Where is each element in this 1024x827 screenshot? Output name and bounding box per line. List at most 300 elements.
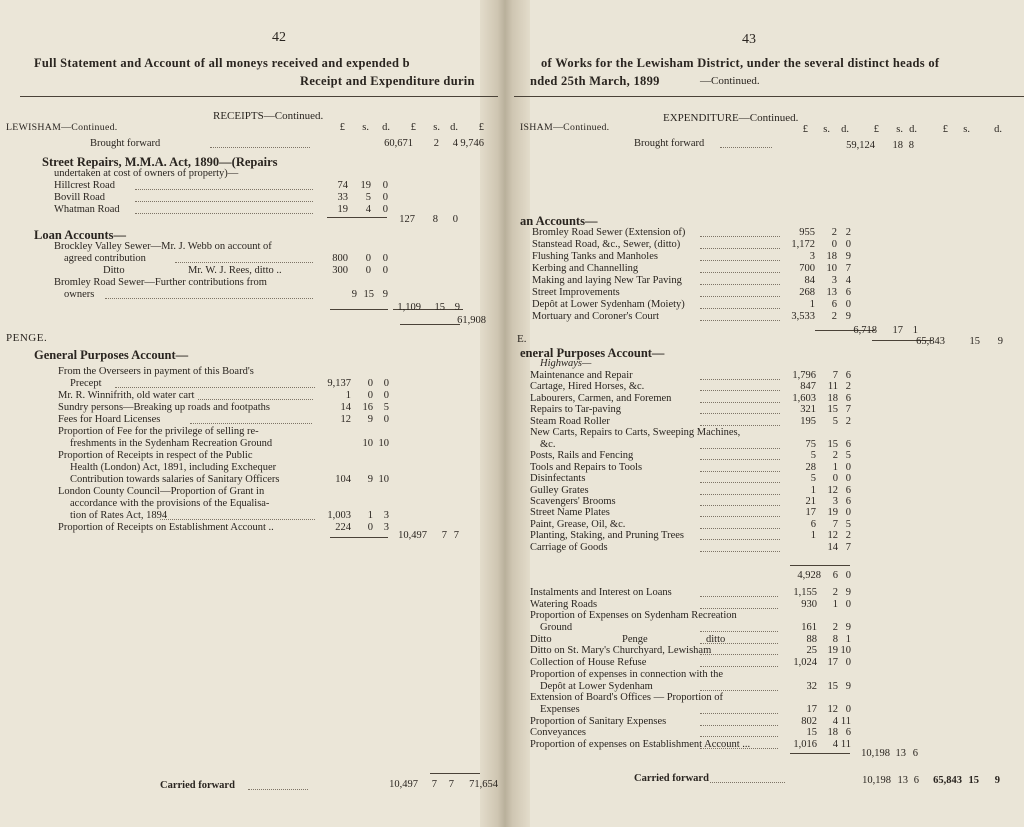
subtotal-rule [400, 324, 460, 325]
gp-receipt-line: From the Overseers in payment of this Board's [58, 366, 254, 377]
loan-expense-row: Making and laying New Tar Paving [532, 275, 682, 286]
leader-dots [700, 690, 778, 691]
title-continued: —Continued. [700, 75, 760, 87]
brought-forward-left-pounds: 60,671 [384, 138, 413, 149]
gp-expense-row-pence: 6 [845, 727, 851, 739]
leader-dots [210, 147, 310, 148]
loan-total-left-shillings: 15 [434, 302, 445, 313]
loan-expense-row: Stanstead Road, &c., Sewer, (ditto) [532, 239, 681, 250]
street-repair-row-pounds: 74 [337, 180, 348, 191]
leader-dots [720, 147, 772, 148]
gp-receipt-pounds: 1 [345, 390, 351, 401]
subtotal-rule [790, 565, 850, 566]
carried-forward-right-pence: 6 [913, 775, 919, 786]
grand-total-right-pounds: 65,843 [916, 336, 945, 347]
leader-dots [160, 519, 315, 520]
highways-row-pounds: 1,796 [792, 370, 816, 381]
gp-receipt-pence: 0 [383, 390, 389, 401]
leader-dots [135, 201, 313, 202]
loan-expense-row-shillings: 0 [831, 239, 837, 250]
leader-dots [700, 482, 780, 483]
grand-total-left: 61,908 [457, 315, 486, 326]
subtotal-rule [790, 753, 850, 754]
gp-receipt-pounds: 224 [335, 522, 351, 533]
district-penge-right: E. [517, 333, 527, 345]
leader-dots [700, 260, 780, 261]
gp-expense-row: Ground [540, 622, 573, 634]
highways-row-pounds: 1 [810, 484, 816, 496]
gp-receipt-pounds: 9,137 [327, 378, 351, 389]
leader-dots [700, 505, 780, 506]
gp-receipt-shillings: 0 [367, 522, 373, 533]
loan-expense-row-pounds: 84 [804, 275, 815, 286]
page-number-left: 42 [272, 30, 286, 45]
highways-subtotal-pounds: 4,928 [797, 570, 821, 581]
gp-expense-row-pence: 10 [840, 645, 851, 657]
col-head-right: s. [896, 124, 903, 135]
highways-row-shillings: 12 [827, 530, 838, 542]
gp-expense-row-pence: 0 [845, 704, 851, 716]
leader-dots [700, 713, 778, 714]
highways-row-pence: 6 [845, 484, 851, 496]
highways-row-pence: 0 [845, 507, 851, 519]
carried-forward-grand-s: 15 [968, 775, 979, 786]
highways-row-pounds: 5 [810, 450, 816, 462]
page-number-right: 43 [742, 32, 756, 47]
street-repair-row-shillings: 4 [365, 204, 371, 215]
gp-receipt-line: Health (London) Act, 1891, including Exchequer [70, 462, 277, 473]
street-repair-row-pence: 0 [382, 204, 388, 215]
gp-receipt-line: Mr. R. Winnifrith, old water cart [58, 390, 195, 401]
gp-expense-row-shillings: 2 [832, 622, 838, 634]
highways-row: Posts, Rails and Fencing [530, 450, 634, 462]
loan-row-2a: Ditto [103, 265, 125, 276]
leader-dots [700, 631, 778, 632]
loan-expense-row: Depôt at Lower Sydenham (Moiety) [532, 299, 685, 310]
highways-row-pence: 6 [845, 496, 851, 507]
gp-expense-row-shillings: 8 [832, 633, 838, 645]
carried-forward-label-left: Carried forward [160, 780, 235, 791]
highways-row: Carriage of Goods [530, 541, 608, 553]
highways-row-pence: 2 [845, 381, 851, 393]
loan-total-left-pence: 9 [454, 302, 460, 313]
loan-expense-row-pence: 2 [845, 227, 851, 238]
highways-row-shillings: 15 [827, 439, 838, 450]
loan-row-2-shillings: 0 [365, 265, 371, 276]
gp-receipt-line: Proportion of Receipts in respect of the Public [58, 450, 253, 461]
gp-expense-row: Watering Roads [530, 598, 598, 610]
loan-total-left-pounds: 1,109 [397, 302, 421, 313]
highways-row-pence: 7 [845, 541, 851, 553]
highways-row-shillings: 19 [827, 507, 838, 519]
highways-row: &c. [540, 439, 556, 450]
col-head-right: d. [994, 124, 1002, 135]
loan-expense-row-shillings: 2 [831, 227, 837, 238]
highways-row-pence: 0 [845, 461, 851, 473]
highways-row-pence: 6 [845, 439, 851, 450]
loan-row-3-pounds: 9 [351, 289, 357, 300]
highways-row-shillings: 7 [832, 370, 838, 381]
gp-expense-row: Penge [622, 633, 648, 645]
highways-row-shillings: 11 [827, 381, 838, 393]
brought-forward-label-right: Brought forward [634, 138, 705, 149]
loan-expense-row-pounds: 1,172 [791, 239, 815, 250]
leader-dots [700, 272, 780, 273]
gp-receipt-pounds: 1,003 [327, 510, 351, 521]
col-head-right: s. [823, 124, 830, 135]
highways-row-shillings: 3 [832, 496, 838, 507]
grand-total-right-shillings: 15 [969, 336, 980, 347]
highways-subhead: Highways— [540, 358, 592, 369]
loan-row-2-pence: 0 [382, 265, 388, 276]
gp-expense-row-pounds: 161 [801, 622, 817, 634]
loan-row-1-pence: 0 [382, 253, 388, 264]
leader-dots [700, 459, 780, 460]
gp-total-left-pence: 7 [453, 530, 459, 541]
loan-row-1b: agreed contribution [64, 253, 146, 264]
carried-forward-label-right: Carried forward [634, 773, 709, 784]
loan-expense-row-pounds: 1 [809, 299, 815, 310]
highways-row-pounds: 17 [805, 507, 816, 519]
general-purposes-title-right: eneral Purposes Account— [520, 346, 665, 360]
gp-receipt-pence: 10 [378, 438, 389, 449]
leader-dots [105, 298, 313, 299]
gp-expense-row-pence: 9 [845, 587, 851, 598]
gp-receipt-pounds: 104 [335, 474, 351, 485]
highways-row-pounds: 5 [810, 473, 816, 485]
title-line-right-1: of Works for the Lewisham District, under the several distinct heads of [541, 56, 940, 70]
highways-row-pence: 5 [845, 518, 851, 530]
gp-expense-row: ditto [706, 633, 726, 645]
gp-expense-row: Proportion of expenses in connection with the [530, 668, 724, 680]
loan-expense-row-pounds: 3,533 [791, 311, 815, 322]
gp-expense-row-pounds: 1,016 [793, 739, 817, 750]
street-repair-row: Whatman Road [54, 204, 120, 215]
gp-expense-row-pounds: 1,155 [793, 587, 817, 598]
highways-row: Repairs to Tar-paving [530, 404, 622, 416]
highways-row-pence: 5 [845, 450, 851, 462]
gp-expense-row-shillings: 17 [827, 657, 838, 668]
leader-dots [700, 551, 780, 552]
gp-receipt-line: Fees for Hoard Licenses [58, 414, 161, 425]
gp-expense-row: Instalments and Interest on Loans [530, 587, 672, 598]
title-line-left-1: Full Statement and Account of all moneys received and expended b [34, 56, 410, 70]
gp-receipt-line: London County Council—Proportion of Grant in [58, 486, 265, 497]
title-line-left-2: Receipt and Expenditure durin [300, 74, 475, 88]
subtotal-rule [330, 537, 388, 538]
grand-total-right-pence: 9 [997, 336, 1003, 347]
highways-row: Scavengers' Brooms [530, 496, 616, 507]
carried-forward-left-pounds: 10,497 [389, 779, 418, 790]
highways-row-shillings: 2 [832, 450, 838, 462]
highways-row: Disinfectants [530, 473, 586, 485]
highways-row-pence: 2 [845, 530, 851, 542]
leader-dots [700, 296, 780, 297]
leader-dots [700, 448, 780, 449]
highways-row: Maintenance and Repair [530, 370, 633, 381]
loan-expense-row-pounds: 268 [799, 287, 815, 298]
highways-row-shillings: 7 [832, 518, 838, 530]
carried-forward-left-shillings: 7 [431, 779, 437, 790]
loan-expense-row-pounds: 955 [799, 227, 815, 238]
highways-row-pence: 0 [845, 473, 851, 485]
highways-row: Paint, Grease, Oil, &c. [530, 518, 626, 530]
gp-receipt-pence: 3 [383, 522, 389, 533]
gp-receipt-shillings: 16 [362, 402, 373, 413]
loan-accounts-title-right: an Accounts— [520, 214, 598, 228]
loan-expense-row-pounds: 700 [799, 263, 815, 274]
gp-expense-row-pounds: 25 [806, 645, 817, 657]
gp-expense-row: Ditto on St. Mary's Churchyard, Lewisham [530, 645, 712, 657]
loan-expense-row: Street Improvements [532, 287, 620, 298]
loan-expense-row-pence: 9 [845, 311, 851, 322]
gp-expense-row-pounds: 88 [806, 633, 817, 645]
leader-dots [700, 390, 780, 391]
highways-row: Steam Road Roller [530, 415, 610, 427]
gp-receipt-line: Precept [70, 378, 102, 389]
subtotal-rule [330, 309, 388, 310]
highways-row-shillings: 0 [832, 473, 838, 485]
highways-row: New Carts, Repairs to Carts, Sweeping Machines, [530, 427, 741, 438]
title-line-right-2: nded 25th March, 1899 [530, 74, 660, 88]
leader-dots [135, 189, 313, 190]
brought-forward-label-left: Brought forward [90, 138, 161, 149]
gp-expense-row-shillings: 15 [827, 680, 838, 692]
brought-forward-left-pence: 4 [452, 138, 458, 149]
street-repair-row-shillings: 5 [365, 192, 371, 203]
leader-dots [700, 596, 778, 597]
district-lewisham-right: ISHAM—Continued. [520, 122, 610, 133]
gp-expense-row-pence: 0 [845, 598, 851, 610]
gp-expense-row: Expenses [540, 704, 580, 716]
carried-forward-right-pounds: 10,198 [862, 775, 891, 786]
col-head-right: £ [802, 124, 808, 135]
col-head-right: £ [942, 124, 948, 135]
gp-expense-row-shillings: 12 [827, 704, 838, 716]
col-head-left: d. [382, 122, 390, 133]
highways-row-pounds: 21 [805, 496, 816, 507]
highways-row-shillings: 1 [832, 461, 838, 473]
loan-expense-row-pounds: 3 [809, 251, 815, 262]
street-repair-row-pounds: 19 [337, 204, 348, 215]
col-head-left: s. [433, 122, 440, 133]
general-purposes-title-left: General Purposes Account— [34, 348, 189, 362]
gp-expense-row-pounds: 930 [801, 598, 817, 610]
leader-dots [700, 736, 778, 737]
carried-forward-grand-right: 65,843 [933, 775, 962, 786]
leader-dots [700, 494, 780, 495]
leader-dots [248, 789, 308, 790]
leader-dots [710, 782, 785, 783]
gp-receipt-line: Proportion of Receipts on Establishment Account .. [58, 522, 274, 533]
loan-expense-row-pence: 4 [845, 275, 851, 286]
gp-total-right-pounds: 10,198 [861, 748, 890, 759]
street-repair-row-pence: 0 [382, 180, 388, 191]
subtotal-rule [327, 217, 387, 218]
highways-row-shillings: 12 [827, 484, 838, 496]
gp-total-right-shillings: 13 [895, 748, 906, 759]
gp-receipt-shillings: 9 [367, 414, 373, 425]
gp-total-right-pence: 6 [912, 748, 918, 759]
highways-row: Cartage, Hired Horses, &c. [530, 381, 645, 393]
loan-expense-row-shillings: 2 [831, 311, 837, 322]
street-repairs-total-shillings: 8 [432, 214, 438, 225]
gp-expense-row: Proportion of Sanitary Expenses [530, 715, 667, 727]
gp-receipt-line: Sundry persons—Breaking up roads and footpaths [58, 402, 271, 413]
leader-dots [700, 236, 780, 237]
leader-dots [700, 379, 780, 380]
highways-row-pounds: 6 [810, 518, 816, 530]
loan-row-1a: Brockley Valley Sewer—Mr. J. Webb on account of [54, 241, 272, 252]
carried-forward-right-shillings: 13 [897, 775, 908, 786]
highways-row-pounds: 847 [800, 381, 816, 393]
section-title-receipts: RECEIPTS—Continued. [213, 110, 324, 122]
leader-dots [700, 539, 780, 540]
leader-dots [115, 387, 315, 388]
street-repairs-title: Street Repairs, M.M.A. Act, 1890—(Repairs [42, 155, 278, 169]
brought-forward-right-pence: 8 [908, 140, 914, 151]
leader-dots [700, 284, 780, 285]
loan-expense-row-shillings: 10 [826, 263, 837, 274]
gp-expense-row-pence: 9 [845, 680, 851, 692]
highways-row-pence: 2 [845, 415, 851, 427]
gp-total-left-shillings: 7 [441, 530, 447, 541]
leader-dots [700, 308, 780, 309]
gp-expense-row-shillings: 18 [827, 727, 838, 739]
leader-dots [700, 516, 780, 517]
carried-forward-total-left: 71,654 [469, 779, 498, 790]
highways-row-pounds: 28 [805, 461, 816, 473]
gp-receipt-pence: 0 [383, 378, 389, 389]
gp-receipt-pounds: 14 [340, 402, 351, 413]
leader-dots [700, 528, 780, 529]
gp-receipt-line: Proportion of Fee for the privilege of selling re- [58, 426, 259, 437]
highways-row-shillings: 14 [827, 541, 838, 553]
section-title-expenditure: EXPENDITURE—Continued. [663, 112, 799, 124]
gp-receipt-pounds: 12 [340, 414, 351, 425]
loan-expense-row: Mortuary and Coroner's Court [532, 311, 659, 322]
highways-row-pounds: 195 [800, 415, 816, 427]
gp-expense-row: Proportion of expenses on Establishment Account ... [530, 739, 751, 750]
loan-row-2-pounds: 300 [332, 265, 348, 276]
gp-receipt-line: freshments in the Sydenham Recreation Ground [70, 438, 273, 449]
gp-expense-row-pence: 9 [845, 622, 851, 634]
gp-expense-row-pounds: 1,024 [793, 657, 817, 668]
loan-expense-row-shillings: 18 [826, 251, 837, 262]
loan-total-right-pence: 1 [912, 325, 918, 336]
street-repair-row-pounds: 33 [337, 192, 348, 203]
loan-expense-row-pence: 7 [845, 263, 851, 274]
gp-receipt-line: Contribution towards salaries of Sanitary Officers [70, 474, 280, 485]
gp-expense-row: Conveyances [530, 727, 586, 739]
street-repairs-subtitle: undertaken at cost of owners of property)— [54, 168, 239, 179]
leader-dots [700, 413, 780, 414]
leader-dots [135, 213, 313, 214]
highways-row-pounds: 75 [805, 439, 816, 450]
leader-dots [700, 608, 778, 609]
gp-receipt-line: tion of Rates Act, 1894 [70, 510, 168, 521]
loan-expense-row-shillings: 3 [831, 275, 837, 286]
brought-forward-right-pounds: 59,124 [846, 140, 875, 151]
leader-dots [700, 748, 778, 749]
col-head-left: £ [478, 122, 484, 133]
leader-dots [700, 402, 780, 403]
gp-expense-row-pounds: 17 [806, 704, 817, 716]
gp-receipt-shillings: 0 [367, 378, 373, 389]
col-head-left: £ [410, 122, 416, 133]
gp-expense-row-pounds: 15 [806, 727, 817, 739]
loan-row-3-shillings: 15 [363, 289, 374, 300]
gp-expense-row: Collection of House Refuse [530, 657, 647, 668]
loan-expense-row-shillings: 6 [831, 299, 837, 310]
loan-total-right-pounds: 6,718 [853, 325, 877, 336]
gp-receipt-shillings: 10 [362, 438, 373, 449]
gp-expense-row-pence: 11 [840, 739, 851, 750]
highways-row-pounds: 1 [810, 530, 816, 542]
loan-expense-row-pence: 0 [845, 299, 851, 310]
loan-row-3b: owners [64, 289, 95, 300]
gp-receipt-pence: 0 [383, 414, 389, 425]
loan-accounts-title-left: Loan Accounts— [34, 228, 127, 242]
gp-expense-row-shillings: 1 [832, 598, 838, 610]
carried-forward-left-pence: 7 [448, 779, 454, 790]
loan-expense-row: Flushing Tanks and Manholes [532, 251, 658, 262]
street-repair-row-shillings: 19 [360, 180, 371, 191]
highways-subtotal-shillings: 6 [832, 570, 838, 581]
loan-row-3a: Bromley Road Sewer—Further contributions from [54, 277, 267, 288]
gp-total-left-pounds: 10,497 [398, 530, 427, 541]
highways-row: Gulley Grates [530, 484, 589, 496]
loan-row-3-pence: 9 [382, 289, 388, 300]
loan-row-2b: Mr. W. J. Rees, ditto .. [188, 265, 282, 276]
gp-expense-row-pence: 11 [840, 715, 851, 727]
highways-subtotal-pence: 0 [845, 570, 851, 581]
leader-dots [700, 471, 780, 472]
gp-expense-row-shillings: 4 [832, 715, 838, 727]
gp-receipt-pence: 3 [383, 510, 389, 521]
brought-forward-left-shillings: 2 [433, 138, 439, 149]
col-head-right: d. [841, 124, 849, 135]
gp-expense-row-shillings: 2 [832, 587, 838, 598]
street-repairs-total-pounds: 127 [399, 214, 415, 225]
gp-receipt-shillings: 1 [367, 510, 373, 521]
street-repairs-total-pence: 0 [452, 214, 458, 225]
highways-row-shillings: 18 [827, 392, 838, 404]
col-head-right: £ [873, 124, 879, 135]
loan-expense-row: Bromley Road Sewer (Extension of) [532, 227, 686, 238]
brought-forward-total-left: 9,746 [460, 138, 484, 149]
col-head-right: d. [909, 124, 917, 135]
carried-rule [430, 773, 480, 774]
gp-expense-row-shillings: 19 [827, 645, 838, 657]
highways-row-pence: 7 [845, 404, 851, 416]
district-lewisham: LEWISHAM—Continued. [6, 122, 118, 133]
leader-dots [700, 666, 778, 667]
loan-total-right-shillings: 17 [892, 325, 903, 336]
leader-dots [700, 643, 778, 644]
leader-dots [700, 320, 780, 321]
loan-expense-row-shillings: 13 [826, 287, 837, 298]
brought-forward-right-shillings: 18 [892, 140, 903, 151]
gp-expense-row: Extension of Board's Offices — Proportion of [530, 692, 724, 704]
highways-row-pounds: 321 [800, 404, 816, 416]
highways-row: Street Name Plates [530, 507, 610, 519]
gp-receipt-shillings: 0 [367, 390, 373, 401]
col-head-left: £ [339, 122, 345, 133]
loan-row-1-pounds: 800 [332, 253, 348, 264]
loan-row-1-shillings: 0 [365, 253, 371, 264]
district-penge: PENGE. [6, 332, 48, 344]
